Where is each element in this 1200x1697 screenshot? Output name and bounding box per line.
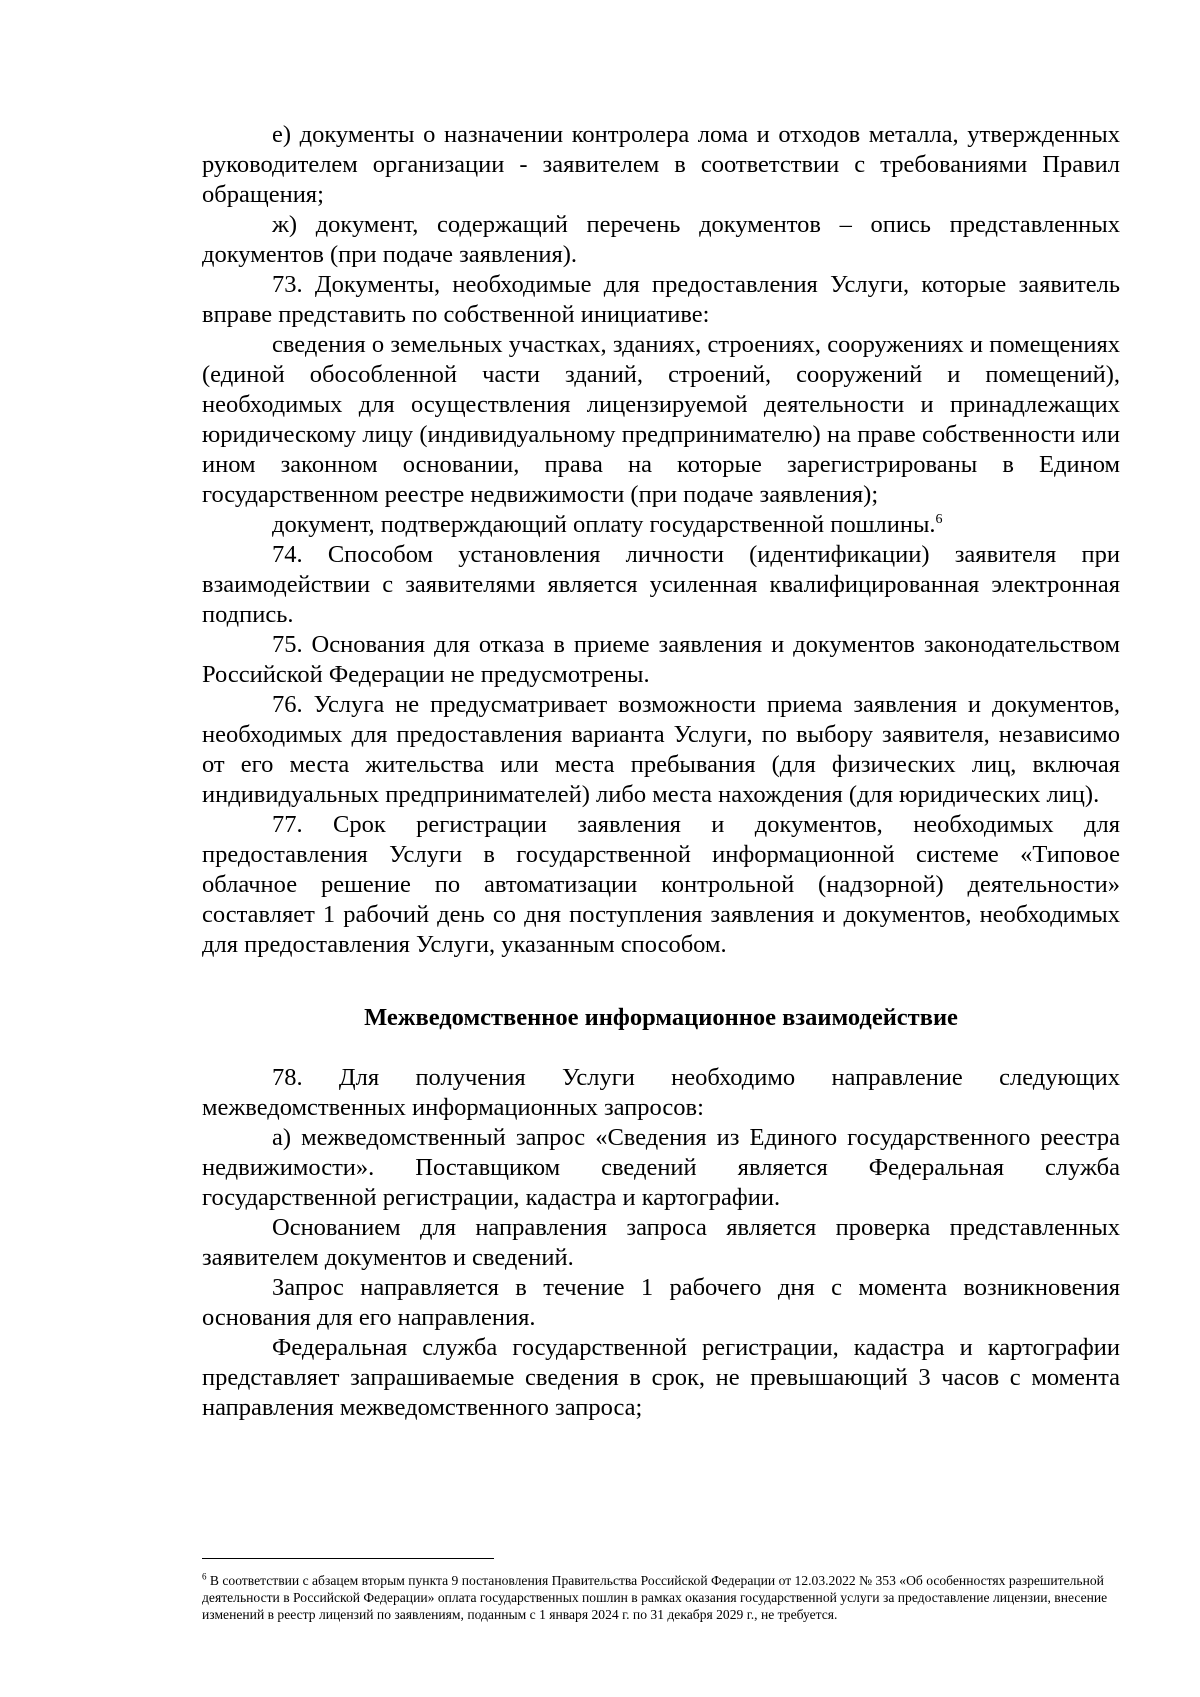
paragraph-fee-document bbox=[202, 510, 1120, 540]
paragraph-78-interagency-requests: 78. Для получения Услуги необходимо направление следующих межведомственных информационных запросов: bbox=[202, 1064, 1120, 1121]
paragraph-77-registration-term: 77. Срок регистрации заявления и документов, необходимых для предоставления Услуги в государственной информационной системе «Типовое облачное решение по автоматизации контрольной (надзорной) деятельности» составляет 1 рабочий день со дня поступления заявления и документов, необходимых для предоставления Услуги, указанным способом. bbox=[202, 811, 1120, 958]
paragraph-76-extraterritorial: 76. Услуга не предусматривает возможности приема заявления и документов, необходимых для предоставления варианта Услуги, по выбору заявителя, независимо от его места жительства или места пребывания (для физических лиц, включая индивидуальных предпринимателей) либо места нахождения (для юридических лиц). bbox=[202, 691, 1120, 808]
footnote-6 bbox=[202, 1572, 1120, 1623]
paragraph-73-optional-docs: 73. Документы, необходимые для предоставления Услуги, которые заявитель вправе представить по собственной инициативе: bbox=[202, 271, 1120, 328]
footnote-separator bbox=[202, 1558, 494, 1559]
paragraph-land-property-info: сведения о земельных участках, зданиях, строениях, сооружениях и помещениях (единой обособленной части зданий, строений, сооружений и помещений), необходимых для осуществления лицензируемой деятельности и принадлежащих юридическому лицу (индивидуальному предпринимателю) на праве собственности или ином законном основании, права на которые зарегистрированы в Едином государственном реестре недвижимости (при подаче заявления); bbox=[202, 331, 1120, 508]
paragraph-request-basis: Основанием для направления запроса является проверка представленных заявителем документов и сведений. bbox=[202, 1214, 1120, 1271]
paragraph-request-timing: Запрос направляется в течение 1 рабочего дня с момента возникновения основания для его направления. bbox=[202, 1274, 1120, 1331]
fee-document-text: документ, подтверждающий оплату государственной пошлины. bbox=[272, 511, 936, 538]
document-page bbox=[202, 120, 1120, 1423]
paragraph-zh-inventory-docs: ж) документ, содержащий перечень документов – опись представленных документов (при подаче заявления). bbox=[202, 211, 1120, 268]
paragraph-75-refusal-grounds: 75. Основания для отказа в приеме заявления и документов законодательством Российской Федерации не предусмотрены. bbox=[202, 631, 1120, 688]
paragraph-74-identification: 74. Способом установления личности (идентификации) заявителя при взаимодействии с заявителями является усиленная квалифицированная электронная подпись. bbox=[202, 541, 1120, 628]
paragraph-a-egrn-request: а) межведомственный запрос «Сведения из Единого государственного реестра недвижимости». Поставщиком сведений является Федеральная служба государственной регистрации, кадастра и картографии. bbox=[202, 1124, 1120, 1211]
footnote-ref-6[interactable]: 6 bbox=[935, 511, 943, 527]
paragraph-e-metal-controller-docs: е) документы о назначении контролера лома и отходов металла, утвержденных руководителем организации - заявителем в соответствии с требованиями Правил обращения; bbox=[202, 121, 1120, 208]
paragraph-response-term: Федеральная служба государственной регистрации, кадастра и картографии представляет запрашиваемые сведения в срок, не превышающий 3 часов с момента направления межведомственного запроса; bbox=[202, 1334, 1120, 1421]
footnote-number: 6 bbox=[202, 1571, 207, 1582]
section-heading-interagency: Межведомственное информационное взаимодействие bbox=[364, 1004, 958, 1031]
footnote-text: В соответствии с абзацем вторым пункта 9 постановления Правительства Российской Федерации от 12.03.2022 № 353 «Об особенностях разрешительной деятельности в Российской Федерации» оплата государственных пошлин в рамках оказания государственной услуги за предоставление лицензии, внесение изменений в реестр лицензий по заявлениям, поданным с 1 января 2024 г. по 31 декабря 2029 г., не требуется. bbox=[202, 1573, 1108, 1622]
